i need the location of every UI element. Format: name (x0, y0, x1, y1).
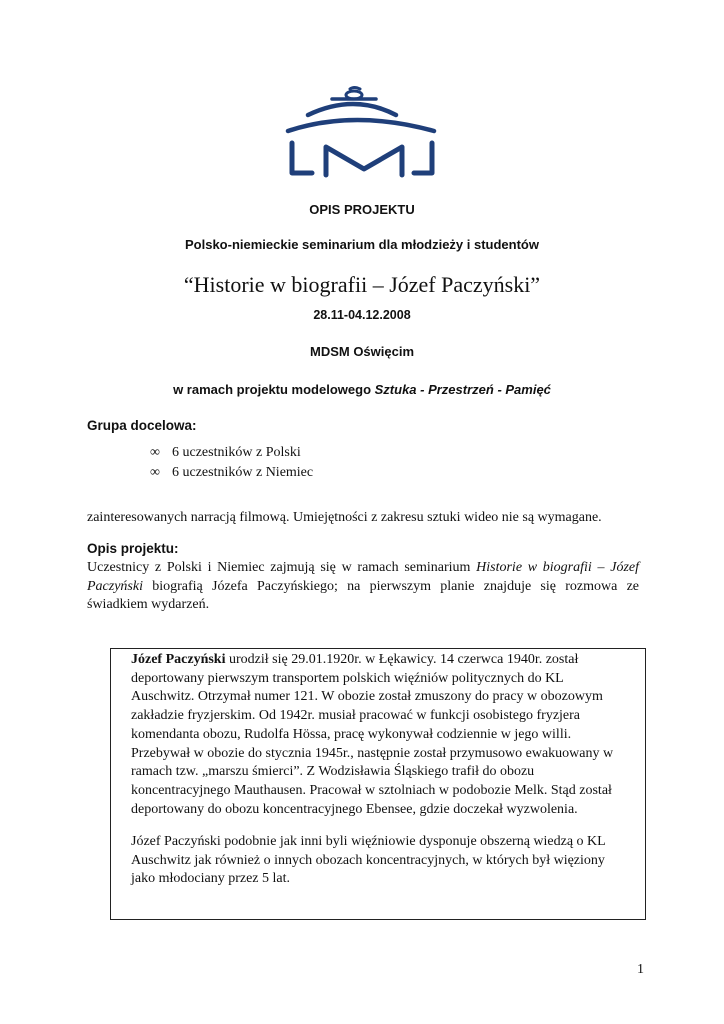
doc-project-frame (0, 382, 724, 397)
target-group-note: zainteresowanych narracją filmową. Umiejętności z zakresu sztuki wideo nie są wymagane. (87, 510, 602, 525)
biography-paragraph-2: Józef Paczyński podobnie jak inni byli więźniowie dysponuje obszerną wiedzą o KL Auschwitz jak również o innych obozach koncentracyjnych, w których był więziony jako młodociany przez 5 lat. (131, 834, 606, 887)
doc-dates: 28.11-04.12.2008 (313, 308, 411, 322)
project-text-before: Uczestnicy z Polski i Niemiec zajmują się w ramach seminarium (87, 560, 477, 575)
project-seminar-title: Historie w biografii – Józef Paczyński (87, 560, 639, 594)
doc-place: MDSM Oświęcim (309, 344, 415, 359)
biography-name: Józef Paczyński (131, 652, 226, 667)
list-item (150, 463, 313, 483)
doc-heading: OPIS PROJEKTU (309, 202, 415, 217)
project-text-after: biografią Józefa Paczyńskiego; na pierwszym planie znajduje się rozmowa ze świadkiem wydarzeń. (87, 578, 639, 612)
frame-project-name: Sztuka - Przestrzeń - Pamięć (374, 382, 551, 397)
frame-prefix: w ramach projektu modelowego (173, 382, 375, 397)
target-group-label: Grupa docelowa: (87, 418, 197, 433)
biography-box (110, 648, 646, 920)
infinity-bullet-icon: ∞ (150, 465, 160, 480)
infinity-bullet-icon: ∞ (150, 445, 160, 460)
target-group-list (150, 443, 313, 483)
list-item (150, 443, 313, 463)
doc-subtitle: Polsko-niemieckie seminarium dla młodzieży i studentów (185, 237, 539, 252)
biography-text: urodził się 29.01.1920r. w Łękawicy. 14 czerwca 1940r. został deportowany pierwszym transportem polskich więźniów politycznych do KL Auschwitz. Otrzymał numer 121. W obozie został zmuszony do pracy w obozowym zakładzie fryzjerskim. Od 1942r. musiał pracować w funkcji osobistego fryzjera komendanta obozu, Rudolfa Hössa, pracę wykonywał codziennie w jego willi. Przebywał w obozie do stycznia 1945r., następnie został przymusowo ewakuowany w ramach tzw. „marszu śmierci”. Z Wodzisławia Śląskiego trafił do obozu koncentracyjnego Mauthausen. Pracował w sztolniach w podobozie Melk. Stąd został deportowany do obozu koncentracyjnego Ebensee, gdzie doczekał wyzwolenia. (131, 652, 614, 817)
project-description (87, 559, 639, 615)
project-description-label: Opis projektu: (87, 541, 179, 556)
doc-title: “Historie w biografii – Józef Paczyński” (183, 272, 541, 297)
page-number: 1 (637, 962, 644, 977)
mdsm-logo-icon (284, 85, 440, 179)
biography-paragraph-1 (131, 651, 627, 819)
list-item-text: 6 uczestników z Polski (172, 445, 301, 460)
list-item-text: 6 uczestników z Niemiec (172, 465, 314, 480)
